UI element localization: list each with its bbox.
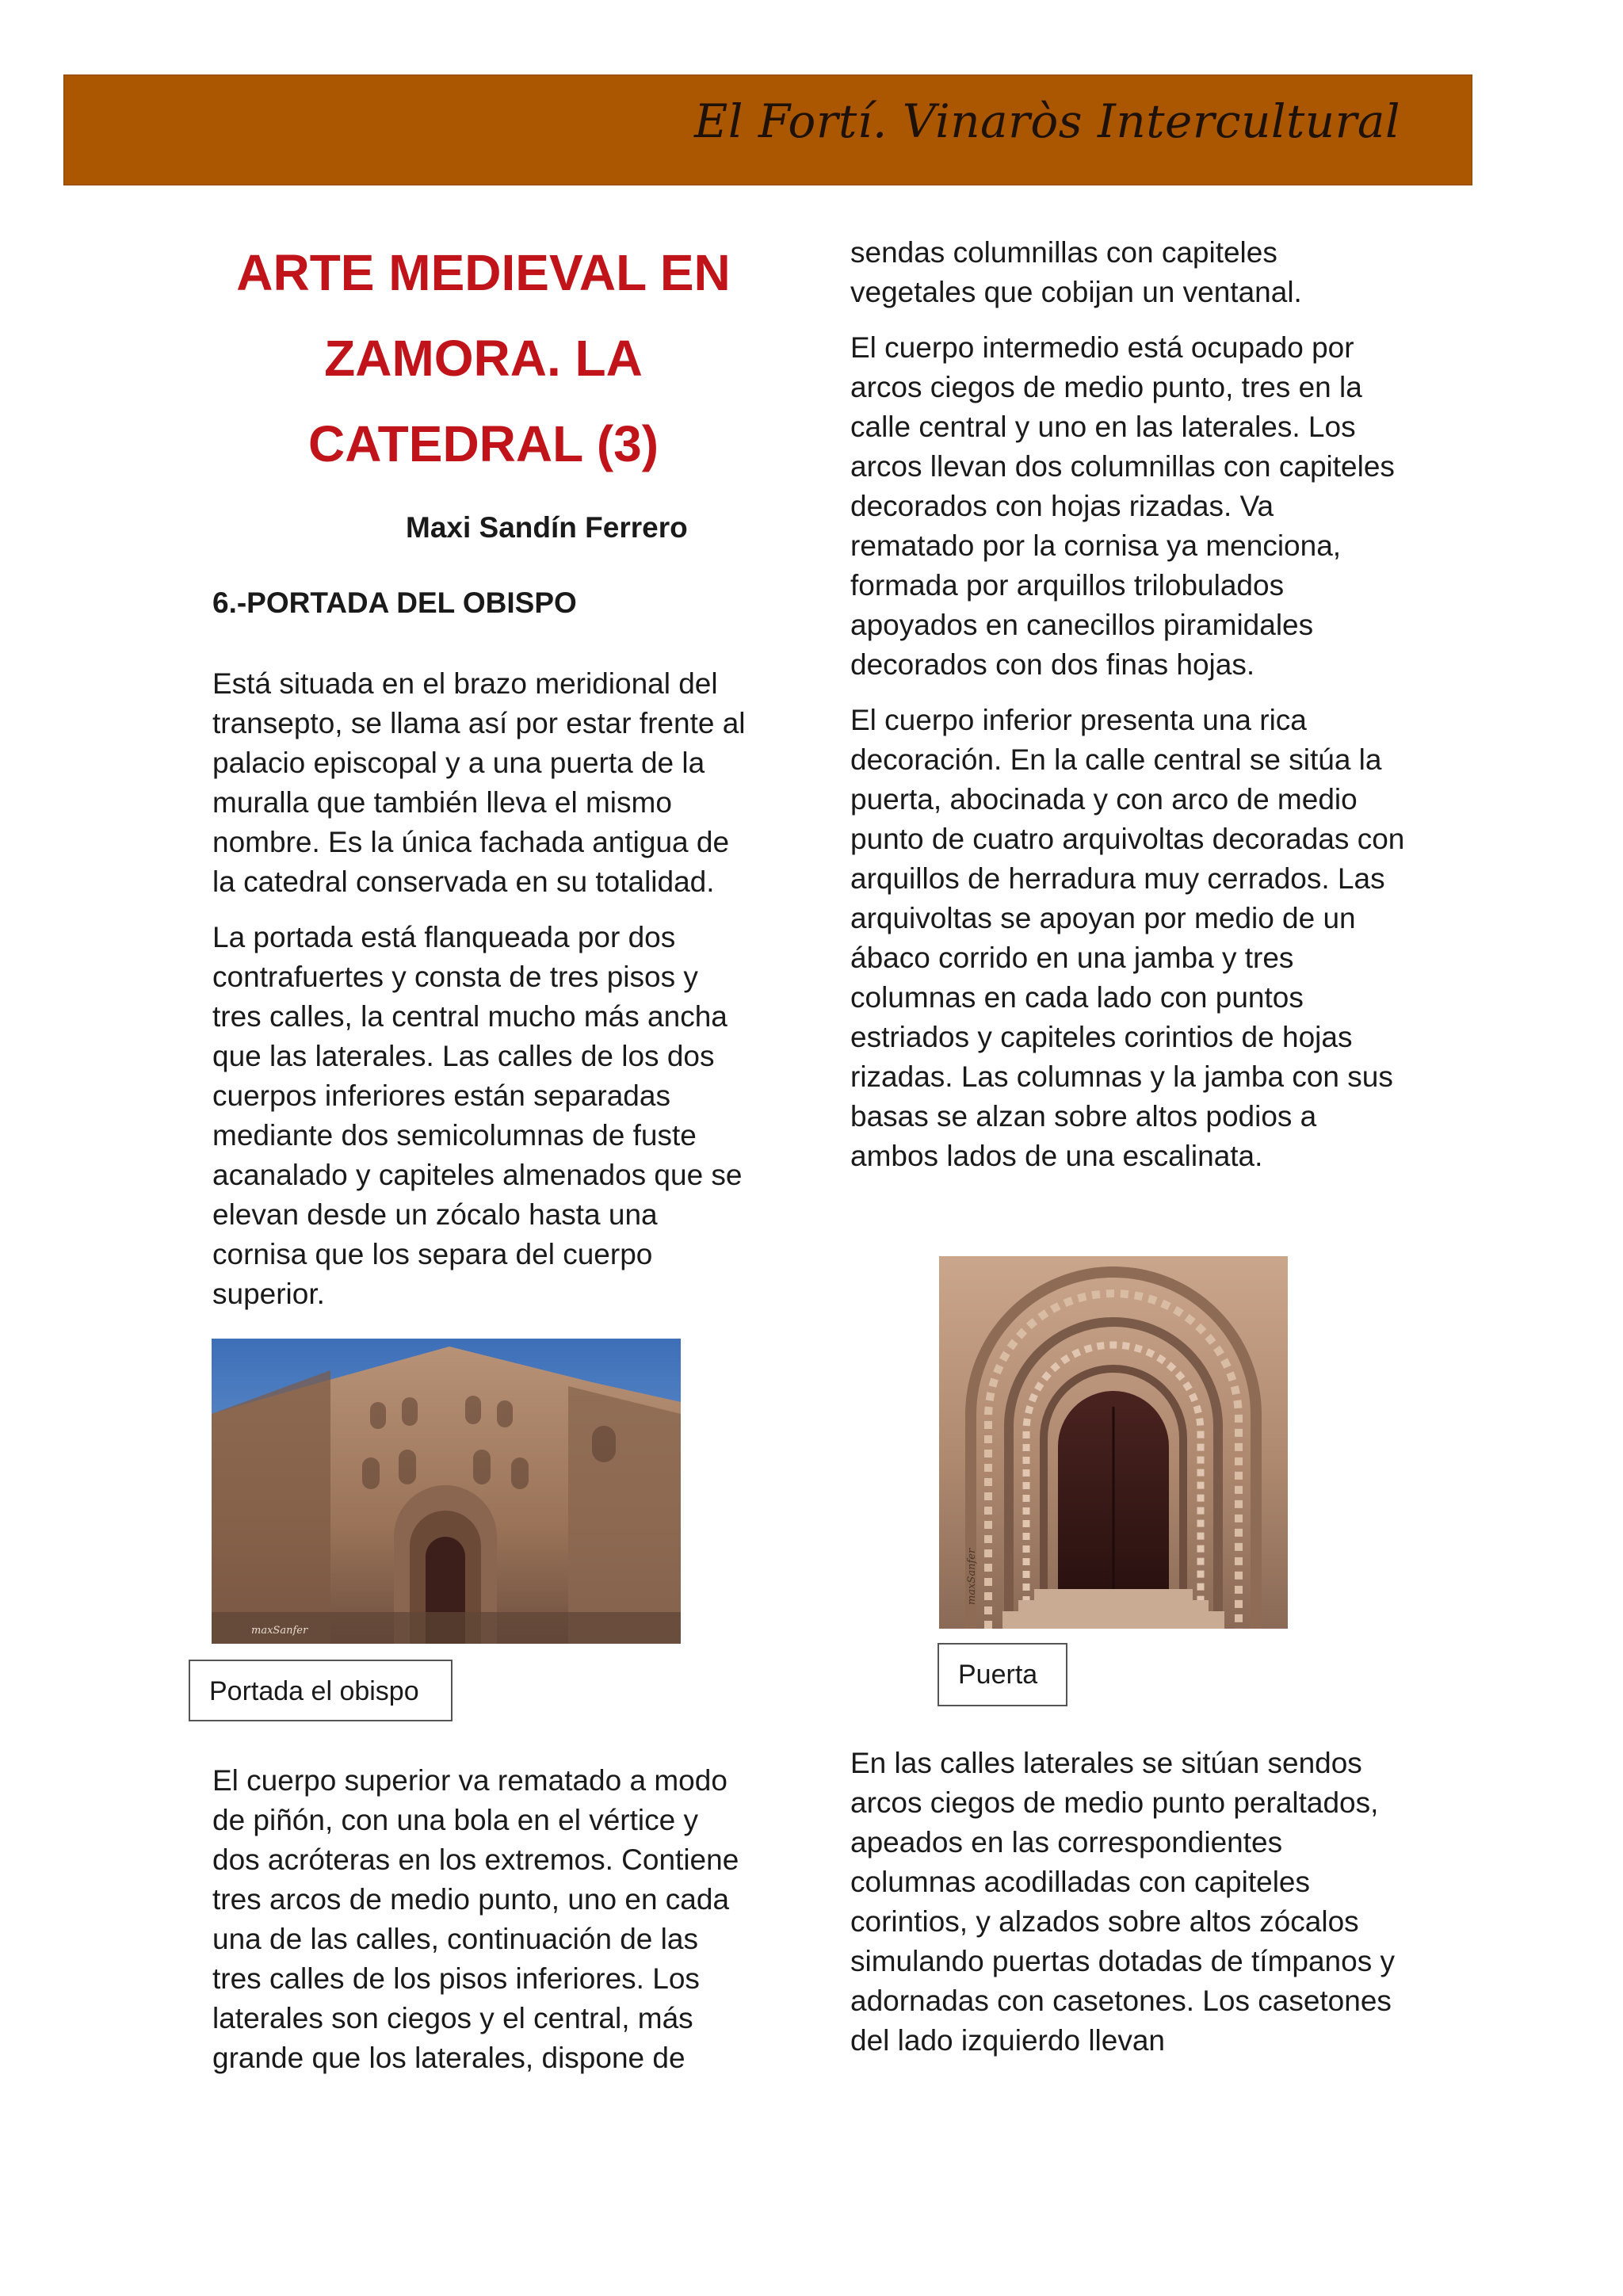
right-column-top [850,233,1405,1192]
left-column-top [212,664,751,1330]
photo-signature: maxSanfer [251,1625,308,1637]
photo-signature: maxSanfer [966,1548,978,1605]
paragraph: Está situada en el brazo meridional del transepto, se llama así por estar frente al palacio episcopal y a una puerta de la muralla que también lleva el mismo nombre. Es la única fachada antigua de la catedral conservada en su totalidad. [212,667,746,898]
article-title: ARTE MEDIEVAL EN ZAMORA. LA CATEDRAL (3) [236,244,731,472]
caption-puerta: Puerta [938,1643,1067,1706]
paragraph: sendas columnillas con capiteles vegetales que cobijan un ventanal. [850,236,1302,308]
paragraph: En las calles laterales se sitúan sendos arcos ciegos de medio punto peraltados, apeados en las correspondientes columnas acodilladas con capiteles corintios, y alzados sobre altos zócalos simulando puertas dotadas de tímpanos y adornadas con casetones. Los casetones del lado izquierdo llevan [850,1747,1395,2057]
door-photo [939,1256,1288,1629]
paragraph: El cuerpo intermedio está ocupado por arcos ciegos de medio punto, tres en la calle central y uno en las laterales. Los arcos llevan dos columnillas con capiteles decorados con hojas rizadas. Va rematado por la cornisa ya menciona, formada por arquillos trilobulados apoyados en canecillos piramidales decorados con dos finas hojas. [850,331,1395,681]
paragraph: La portada está flanqueada por dos contrafuertes y consta de tres pisos y tres calles, la central mucho más ancha que las laterales. Las calles de los dos cuerpos inferiores están separadas mediante dos semicolumnas de fuste acanalado y capiteles almenados que se elevan desde un zócalo hasta una cornisa que los separa del cuerpo superior. [212,921,743,1310]
right-column-bottom [850,1744,1405,2076]
magazine-title: El Fortí. Vinaròs Intercultural [694,94,1400,148]
paragraph: El cuerpo inferior presenta una rica decoración. En la calle central se sitúa la puerta, abocinada y con arco de medio punto de cuatro arquivoltas decoradas con arquillos de herradura muy cerrados. Las arquivoltas se apoyan por medio de un ábaco corrido en una jamba y tres columnas en cada lado con puntos estriados y capiteles corintios de hojas rizadas. Las columnas y la jamba con sus basas se alzan sobre altos podios a ambos lados de una escalinata. [850,704,1405,1172]
header-band [63,74,1472,185]
paragraph: El cuerpo superior va rematado a modo de piñón, con una bola en el vértice y dos acróteras en los extremos. Contiene tres arcos de medio punto, uno en cada una de las calles, continuación de las tres calles de los pisos inferiores. Los laterales son ciegos y el central, más grande que los laterales, dispone de [212,1764,739,2074]
left-column-bottom [212,1761,751,2094]
section-heading: 6.-PORTADA DEL OBISPO [212,586,577,619]
caption-portada: Portada el obispo [189,1660,453,1721]
article-author: Maxi Sandín Ferrero [406,511,688,544]
facade-photo [212,1339,681,1644]
